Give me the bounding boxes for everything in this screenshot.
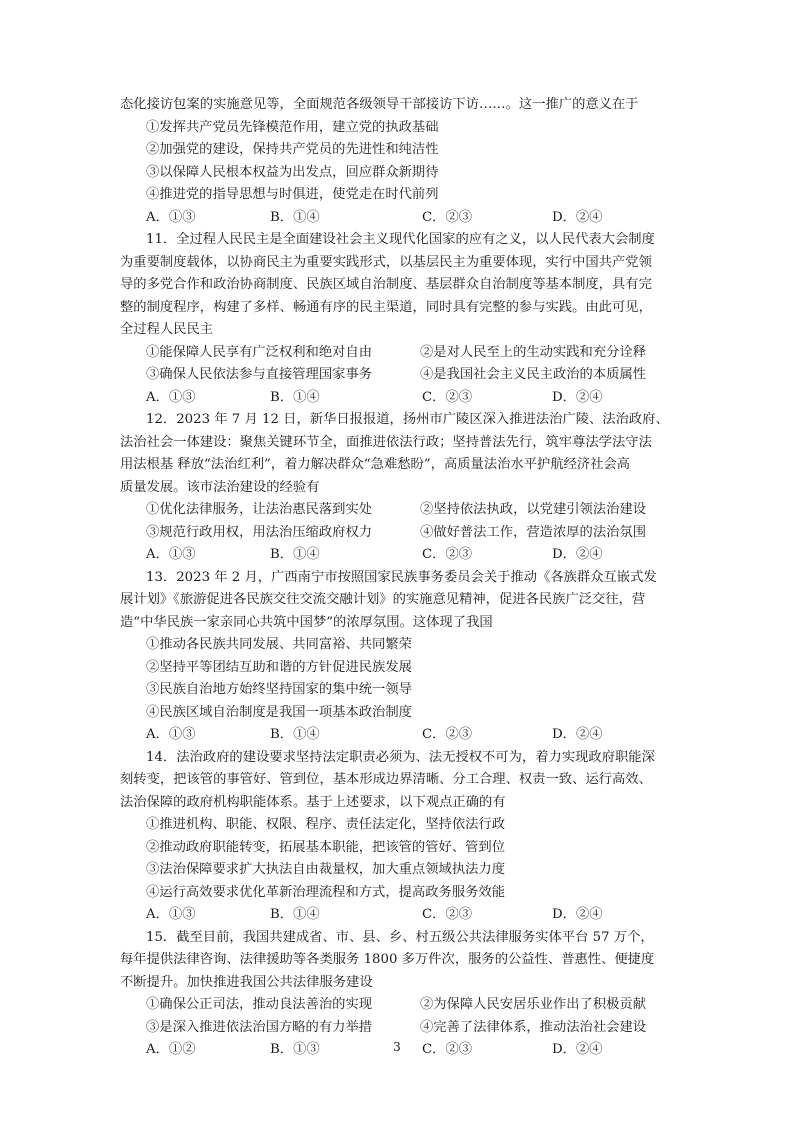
- answer-choice-b: B．①④: [270, 389, 320, 405]
- answer-choice-d: D．②④: [552, 907, 603, 922]
- answer-choice-a: A．①③: [146, 389, 196, 405]
- q13-stem-line: 13．2023 年 2 月，广西南宁市按照国家民族事务委员会关于推动《各族群众互嵌式发: [146, 569, 657, 585]
- q14-stem-line: 刻转变，把该管的事管好、管到位，基本形成边界清晰、分工合理、权责一致、运行高效、: [120, 772, 652, 787]
- answer-choice-a: A．①③: [146, 547, 196, 562]
- q13-option: ①推动各民族共同发展、共同富裕、共同繁荣: [146, 637, 412, 652]
- q14-answer-choices: [120, 904, 680, 927]
- answer-choice-c: C．②③: [422, 1042, 473, 1057]
- answer-choice-c: C．②③: [422, 727, 473, 742]
- q13-answer-choices: [120, 724, 680, 747]
- answer-choice-b: B．①④: [270, 907, 320, 922]
- answer-choice-c: C．②③: [422, 389, 473, 405]
- q14-option: ②推动政府职能转变，拓展基本职能，把该管的管好、管到位: [146, 839, 506, 855]
- q13-stem-line: 造“中华民族一家亲同心共筑中国梦”的浓厚氛围。这体现了我国: [120, 614, 493, 630]
- q15-option: ①确保公正司法，推动良法善治的实现: [146, 997, 373, 1012]
- q11-stem-line: 全过程人民民主: [120, 322, 214, 337]
- q12-stem-line: 用法根基 释放“法治红利”，着力解决群众“急难愁盼”，高质量法治水平护航经济社会高: [120, 457, 631, 472]
- q11-option: ①能保障人民享有广泛权利和绝对自由: [146, 344, 373, 360]
- q12-answer-choices: [120, 544, 680, 567]
- q14-option: ④运行高效要求优化革新治理流程和方式，提高政务服务效能: [146, 884, 506, 900]
- q12-option: ④做好普法工作，营造浓厚的法治氛围: [420, 524, 647, 540]
- q11-stem-line: 导的多党合作和政治协商制度、民族区域自治制度、基层群众自治制度等基本制度，具有完: [120, 277, 652, 292]
- answer-choice-b: B．①④: [270, 547, 320, 562]
- q11-stem-line: 11．全过程人民民主是全面建设社会主义现代化国家的应有之义，以人民代表大会制度: [146, 232, 655, 247]
- q10-option: ②加强党的建设，保持共产党员的先进性和纯洁性: [146, 142, 439, 157]
- q15-option: ③是深入推进依法治国方略的有力举措: [146, 1019, 373, 1035]
- answer-choice-d: D．②④: [552, 1042, 603, 1057]
- q14-stem-line: 14．法治政府的建设要求坚持法定职责必须为、法无授权不可为，着力实现政府职能深: [146, 749, 655, 765]
- q12-option: ③规范行政用权，用法治压缩政府权力: [146, 524, 373, 540]
- answer-choice-c: C．②③: [422, 209, 473, 225]
- q13-stem-line: 展计划》《旅游促进各民族交往交流交融计划》的实施意见精神，促进各民族广泛交往，营: [120, 592, 646, 607]
- q11-option-row: [120, 364, 680, 387]
- answer-choice-d: D．②④: [552, 389, 603, 405]
- exam-content: [120, 94, 680, 1062]
- q10-option: ①发挥共产党员先锋模范作用，建立党的执政基础: [146, 119, 439, 135]
- q15-option-row: [120, 1017, 680, 1040]
- q12-option: ②坚持依法执政，以党建引领法治建设: [420, 502, 647, 517]
- q13-option: ③民族自治地方始终坚持国家的集中统一领导: [146, 682, 412, 697]
- page-number: 3: [393, 1040, 401, 1054]
- q14-option: ①推进机构、职能、权限、程序、责任法定化，坚持依法行政: [146, 817, 506, 832]
- q12-option-row: [120, 499, 680, 522]
- answer-choice-a: A．①③: [146, 727, 196, 742]
- q11-option: ②是对人民至上的生动实践和充分诠释: [420, 344, 647, 360]
- q12-stem-line: 12．2023 年 7 月 12 日，新华日报报道，扬州市广陵区深入推进法治广陵、法治政府、: [146, 412, 669, 427]
- answer-choice-a: A．①③: [146, 907, 196, 922]
- q14-option: ③法治保障要求扩大执法自由裁量权，加大重点领域执法力度: [146, 862, 506, 877]
- q15-option: ④完善了法律体系，推动法治社会建设: [420, 1019, 647, 1035]
- q11-stem-line: 为重要制度载体，以协商民主为重要实践形式，以基层民主为重要体现，实行中国共产党领: [120, 254, 652, 270]
- answer-choice-c: C．②③: [422, 547, 473, 562]
- q15-stem-line: 15．截至目前，我国共建成省、市、县、乡、村五级公共法律服务实体平台 57 万个，: [146, 929, 654, 945]
- q10-stem-continuation: 态化接访包案的实施意见等，全面规范各级领导干部接访下访……。这一推广的意义在于: [120, 97, 639, 112]
- answer-choice-a: A．①②: [146, 1042, 196, 1057]
- answer-choice-a: A．①③: [146, 209, 196, 225]
- answer-choice-b: B．①③: [270, 1042, 320, 1057]
- q12-stem-line: 法治社会一体建设：聚焦关键环节全，面推进依法行政；坚持普法先行，筑牢尊法学法守法: [120, 434, 652, 450]
- q15-stem-line: 不断提升。加快推进我国公共法律服务建设: [120, 974, 373, 990]
- q10-answer-choices: [120, 207, 680, 230]
- q12-option: ①优化法律服务，让法治惠民落到实处: [146, 502, 373, 517]
- q15-option-row: [120, 994, 680, 1017]
- q11-stem-line: 整的制度程序，构建了多样、畅通有序的民主渠道，同时具有完整的参与实践。由此可见，: [120, 299, 652, 315]
- q13-option: ②坚持平等团结互助和谐的方针促进民族发展: [146, 659, 412, 675]
- q12-stem-line: 质量发展。该市法治建设的经验有: [120, 479, 320, 495]
- q13-option: ④民族区域自治制度是我国一项基本政治制度: [146, 704, 412, 720]
- q15-stem-line: 每年提供法律咨询、法律援助等各类服务 1800 多万件次，服务的公益性、普惠性、便捷度: [120, 952, 655, 967]
- q15-option: ②为保障人民安居乐业作出了积极贡献: [420, 997, 647, 1012]
- answer-choice-b: B．①④: [270, 727, 320, 742]
- q11-option: ④是我国社会主义民主政治的本质属性: [420, 367, 647, 382]
- q12-option-row: [120, 522, 680, 545]
- q11-option-row: [120, 342, 680, 365]
- answer-choice-b: B．①④: [270, 209, 320, 225]
- q11-option: ③确保人民依法参与直接管理国家事务: [146, 367, 373, 382]
- q11-answer-choices: [120, 387, 680, 410]
- q10-option: ④推进党的指导思想与时俱进，使党走在时代前列: [146, 187, 439, 202]
- answer-choice-d: D．②④: [552, 547, 603, 562]
- answer-choice-d: D．②④: [552, 209, 603, 225]
- q10-option: ③以保障人民根本权益为出发点，回应群众新期待: [146, 164, 439, 180]
- answer-choice-d: D．②④: [552, 727, 603, 742]
- q14-stem-line: 法治保障的政府机构职能体系。基于上述要求，以下观点正确的有: [120, 794, 506, 810]
- answer-choice-c: C．②③: [422, 907, 473, 922]
